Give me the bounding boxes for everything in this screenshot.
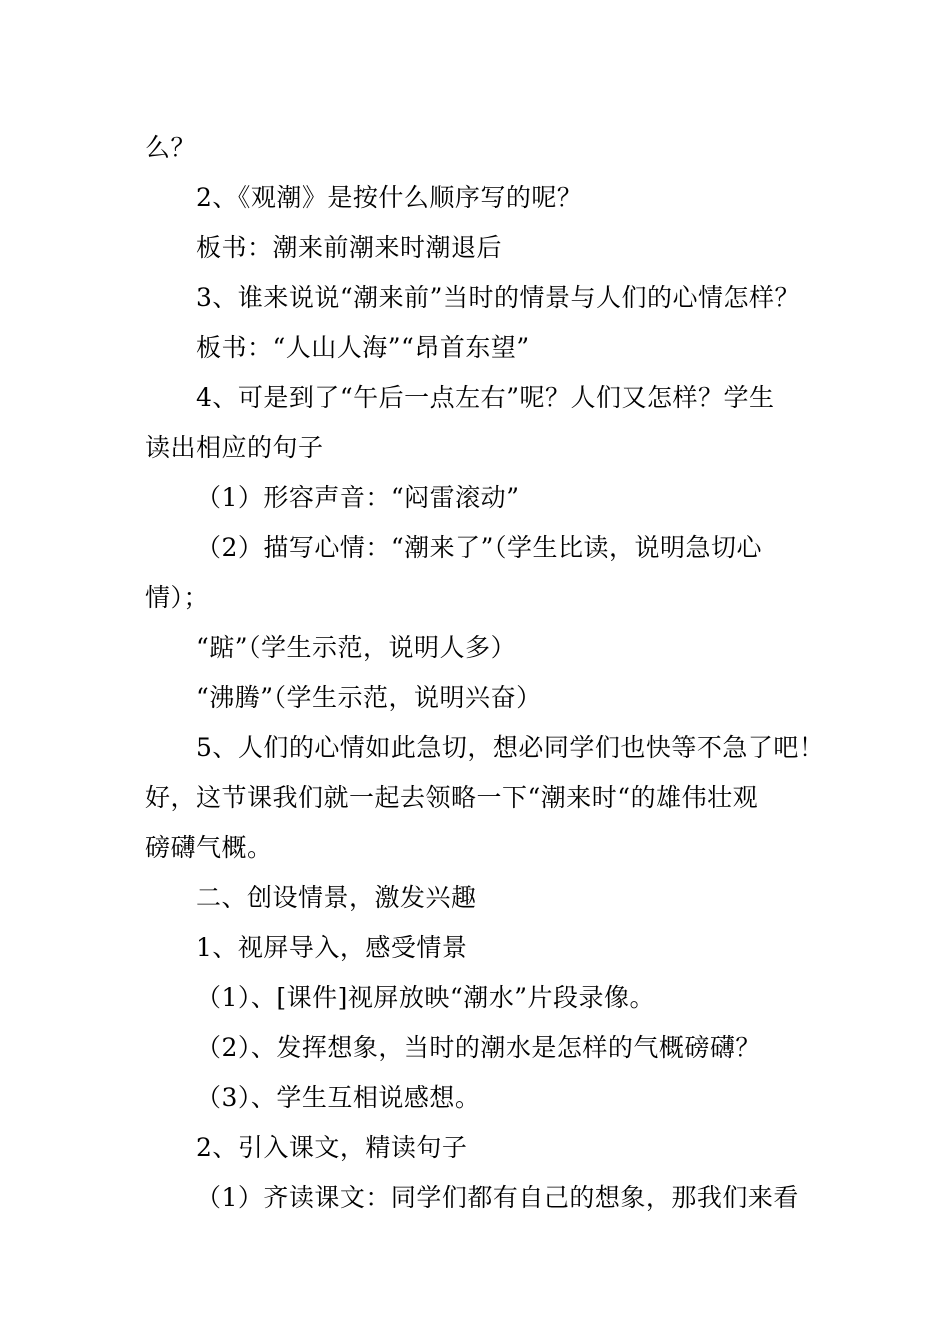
text-line: （3）、学生互相说感想。 [196,1083,481,1112]
text-line: 1、视屏导入，感受情景 [196,933,468,962]
text-line: 5、人们的心情如此急切，想必同学们也快等不急了吧！ [196,733,825,762]
text-line: 2、引入课文，精读句子 [196,1133,468,1162]
text-line: 么？ [145,133,197,162]
text-line: 读出相应的句子 [145,433,324,462]
text-line: （2）描写心情：“潮来了”（学生比读，说明急切心 [196,533,762,562]
text-line: （1）、[课件]视屏放映“潮水”片段录像。 [196,983,655,1012]
text-line: “踮”（学生示范，说明人多） [196,633,517,662]
text-line: 好，这节课我们就一起去领略一下“潮来时“的雄伟壮观 [145,783,759,812]
section-heading: 二、创设情景，激发兴趣 [196,883,477,912]
text-line: （1）形容声音：“闷雷滚动” [196,483,520,512]
text-line: （2）、发挥想象，当时的潮水是怎样的气概磅礴？ [196,1033,761,1062]
text-line: 4、可是到了“午后一点左右”呢？人们又怎样？学生 [196,383,775,412]
text-line: 板书：潮来前潮来时潮退后 [196,233,503,262]
text-line: 板书：“人山人海”“昂首东望” [196,333,530,362]
text-line: 情）； [145,583,210,612]
text-line: 2、《观潮》是按什么顺序写的呢？ [196,183,583,212]
text-line: 磅礴气概。 [145,833,273,862]
text-line: “沸腾”（学生示范，说明兴奋） [196,683,542,712]
text-line: （1）齐读课文：同学们都有自己的想象，那我们来看 [196,1183,799,1212]
text-line: 3、谁来说说“潮来前”当时的情景与人们的心情怎样？ [196,283,800,312]
